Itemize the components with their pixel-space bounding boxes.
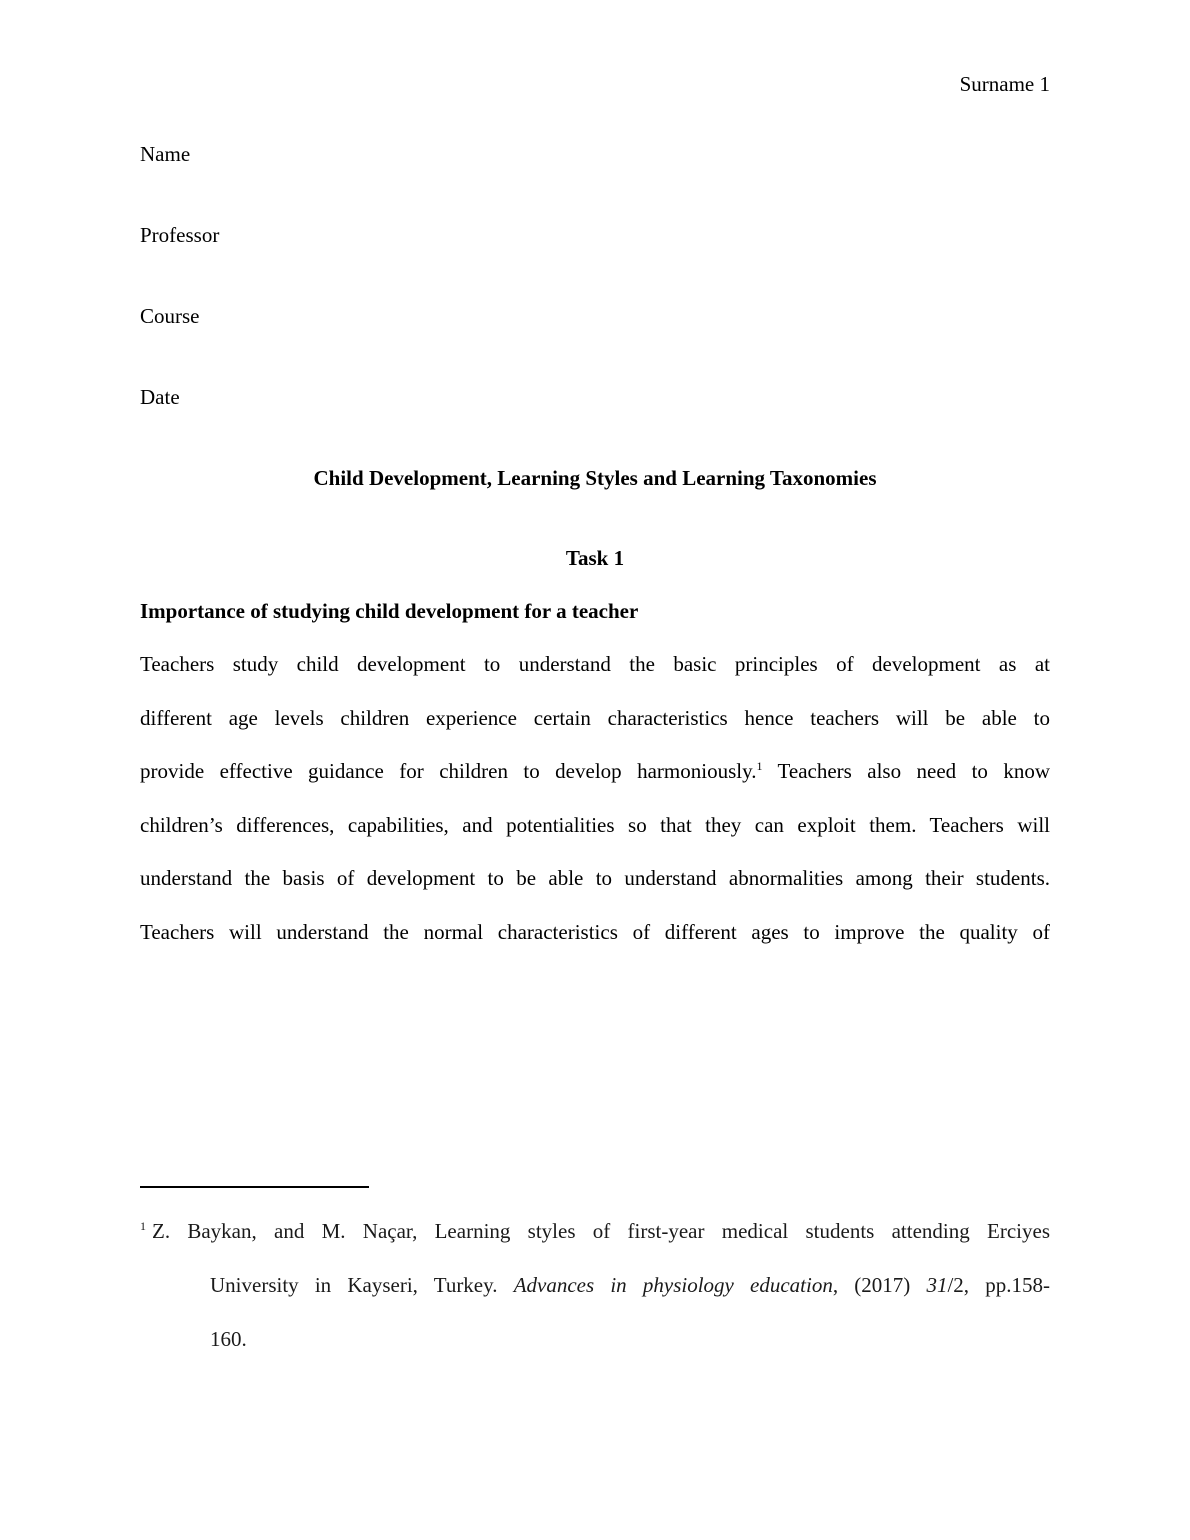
body-line: Teachers will understand the normal characteristics of different ages to improve the quality of bbox=[140, 919, 1050, 944]
footnote-volume: 31 bbox=[926, 1273, 948, 1297]
footnote-separator bbox=[140, 1186, 369, 1188]
footnote-line bbox=[140, 1204, 1050, 1258]
body-line bbox=[140, 692, 1050, 746]
footnote-line bbox=[140, 1258, 1050, 1312]
body-text-segment: Teachers also need to know bbox=[762, 759, 1050, 784]
footnote-text: , (2017) bbox=[832, 1273, 927, 1297]
document-title: Child Development, Learning Styles and Learning Taxonomies bbox=[313, 466, 877, 490]
footnote bbox=[140, 1204, 1050, 1366]
body-line: children’s differences, capabilities, and potentialities so that they can exploit them. Teachers will bbox=[140, 812, 1050, 837]
footnote-reference: 1 bbox=[756, 759, 763, 774]
body-paragraph bbox=[140, 638, 1050, 960]
body-text-segment: different age levels children experience certain characteristics hence teachers will be able to bbox=[140, 705, 1050, 730]
footnote-text: University in Kayseri, Turkey. bbox=[210, 1273, 514, 1297]
footnote-journal: Advances in physiology education bbox=[513, 1273, 833, 1297]
course-name: Course bbox=[140, 304, 200, 328]
body-line: Teachers study child development to understand the basic principles of development as at bbox=[140, 652, 1050, 676]
footnote-text: Z. Baykan, and M. Naçar, Learning styles of first-year medical students attending Erciyes bbox=[152, 1219, 1050, 1243]
footnote-number: 1 bbox=[140, 1219, 146, 1233]
running-head: Surname 1 bbox=[959, 72, 1050, 96]
body-text-segment: provide effective guidance for children to develop harmoniously. bbox=[140, 759, 757, 784]
section-heading: Importance of studying child development for a teacher bbox=[140, 599, 639, 623]
student-name: Name bbox=[140, 142, 191, 166]
professor-name: Professor bbox=[140, 223, 220, 247]
footnote-line: 160. bbox=[210, 1327, 247, 1351]
task-heading: Task 1 bbox=[565, 546, 625, 570]
date: Date bbox=[140, 385, 180, 409]
body-line: understand the basis of development to be able to understand abnormalities among their students. bbox=[140, 866, 1050, 891]
footnote-text: /2, pp.158- bbox=[947, 1273, 1050, 1297]
body-line bbox=[140, 745, 1050, 799]
